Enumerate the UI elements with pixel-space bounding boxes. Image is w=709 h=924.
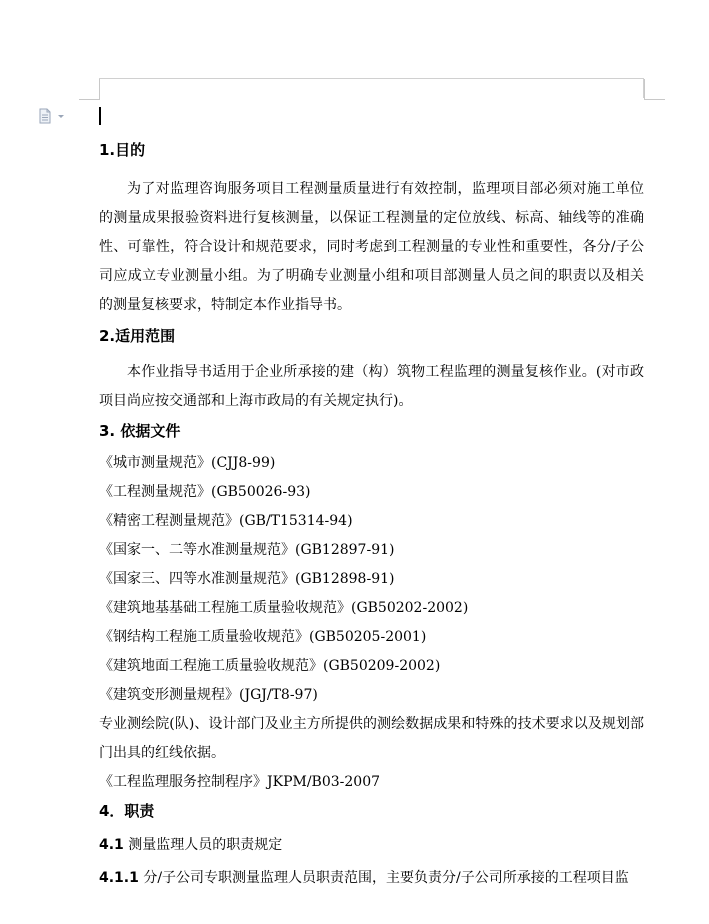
section-1-heading: 1.目的 bbox=[99, 141, 146, 159]
section-1-paragraph: 为了对监理咨询服务项目工程测量质量进行有效控制，监理项目部必须对施工单位的测量成果报验资料进行复核测量，以保证工程测量的定位放线、标高、轴线等的准确性、可靠性，符合设计和规范要求，同时考虑到工程测量的专业性和重要性，各分/子公司应成立专业测量小组。为了明确专业测量小组和项目部测量人员之间的职责以及相关的测量复核要求，特制定本作业指导书。 bbox=[99, 181, 644, 313]
section-4-1-1-text: 分/子公司专职测量监理人员职责范围，主要负责分/子公司所承接的工程项目监 bbox=[138, 870, 629, 886]
document-body[interactable] bbox=[99, 140, 644, 888]
reference-item: 《建筑地基基础工程施工质量验收规范》(GB50202-2002) bbox=[99, 600, 469, 616]
margin-mark-top-right bbox=[644, 79, 665, 100]
section-4-1-number: 4.1 bbox=[99, 837, 124, 853]
page-top-border bbox=[99, 78, 644, 98]
section-2-heading: 2.适用范围 bbox=[99, 327, 176, 345]
reference-list bbox=[99, 449, 644, 710]
section-4-1-1-number: 4.1.1 bbox=[99, 870, 139, 886]
reference-item: 《工程监理服务控制程序》JKPM/B03-2007 bbox=[99, 774, 381, 790]
text-cursor bbox=[99, 107, 101, 125]
reference-item: 《城市测量规范》(CJJ8-99) bbox=[99, 455, 276, 471]
reference-item: 《工程测量规范》(GB50026-93) bbox=[99, 484, 311, 500]
reference-item: 《精密工程测量规范》(GB/T15314-94) bbox=[99, 513, 353, 529]
reference-item: 《钢结构工程施工质量验收规范》(GB50205-2001) bbox=[99, 629, 427, 645]
section-4-1-text: 测量监理人员的职责规定 bbox=[123, 837, 283, 853]
reference-item: 《建筑变形测量规程》(JGJ/T8-97) bbox=[99, 687, 318, 703]
section-3-heading: 3. 依据文件 bbox=[99, 422, 181, 440]
document-menu-button[interactable] bbox=[38, 108, 66, 124]
section-2-paragraph: 本作业指导书适用于企业所承接的建（构）筑物工程监理的测量复核作业。(对市政项目尚应按交通部和上海市政局的有关规定执行)。 bbox=[99, 364, 644, 409]
document-icon bbox=[38, 108, 66, 124]
reference-item: 《国家一、二等水准测量规范》(GB12897-91) bbox=[99, 542, 395, 558]
section-4-1 bbox=[99, 835, 644, 855]
caret-down-icon bbox=[58, 115, 64, 118]
margin-mark-top-left bbox=[79, 79, 100, 100]
reference-item: 《建筑地面工程施工质量验收规范》(GB50209-2002) bbox=[99, 658, 441, 674]
reference-item: 《国家三、四等水准测量规范》(GB12898-91) bbox=[99, 571, 395, 587]
section-4-1-1 bbox=[99, 868, 644, 888]
section-4-heading: 4．职责 bbox=[99, 802, 155, 820]
section-3-extra: 专业测绘院(队)、设计部门及业主方所提供的测绘数据成果和特殊的技术要求以及规划部门出具的红线依据。 bbox=[99, 716, 644, 761]
